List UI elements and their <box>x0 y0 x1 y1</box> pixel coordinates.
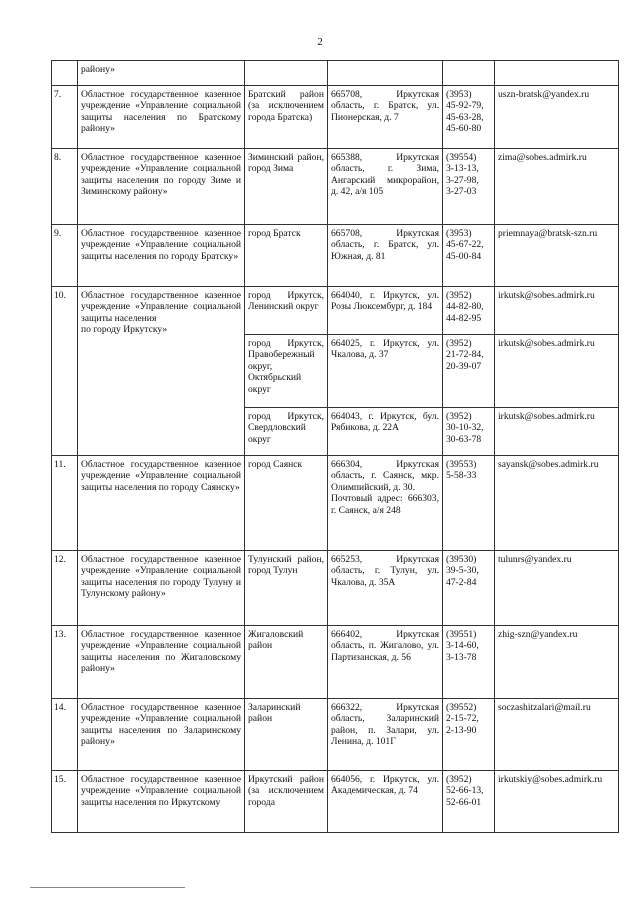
organization-name: Областное государственное казенное учреждение «Управление социальной защиты населения по городу Тулуну и Тулунскому району» <box>78 551 245 626</box>
district: Зиминский район, город Зима <box>245 149 328 225</box>
phone: (39551) 3-14-60, 3-13-78 <box>443 626 495 699</box>
district: Заларинский район <box>245 699 328 771</box>
district: город Иркутск, Правобережный округ, Октябрьский округ <box>245 335 328 408</box>
email: irkutsk@sobes.admirk.ru <box>495 287 619 335</box>
phone: (39552) 2-15-72, 2-13-90 <box>443 699 495 771</box>
email: irkutskiy@sobes.admirk.ru <box>495 771 619 833</box>
address: 666402, Иркутская область, п. Жигалово, ул. Партизанская, д. 56 <box>328 626 443 699</box>
phone: (3952) 52-66-13, 52-66-01 <box>443 771 495 833</box>
district: Братский район (за исключением города Братска) <box>245 86 328 149</box>
phone: (3952) 30-10-32, 30-63-78 <box>443 408 495 456</box>
email: irkutsk@sobes.admirk.ru <box>495 408 619 456</box>
row-number: 12. <box>52 551 78 626</box>
address: 665253, Иркутская область, г. Тулун, ул. Чкалова, д. 35А <box>328 551 443 626</box>
address: 665708, Иркутская область, г. Братск, ул. Южная, д. 81 <box>328 225 443 287</box>
district: город Иркутск, Свердловский округ <box>245 408 328 456</box>
organization-name: Областное государственное казенное учреждение «Управление социальной защиты населения по городу Саянску» <box>78 456 245 551</box>
institutions-table <box>51 60 619 833</box>
row-number: 13. <box>52 626 78 699</box>
district <box>245 61 328 86</box>
organization-name: Областное государственное казенное учреждение «Управление социальной защиты населения по Жигаловскому району» <box>78 626 245 699</box>
row-number: 9. <box>52 225 78 287</box>
address: 664056, г. Иркутск, ул. Академическая, д. 74 <box>328 771 443 833</box>
email: priemnaya@bratsk-szn.ru <box>495 225 619 287</box>
table-row <box>52 551 619 626</box>
table-row <box>52 149 619 225</box>
row-number: 14. <box>52 699 78 771</box>
table-row <box>52 699 619 771</box>
phone: (39530) 39-5-30, 47-2-84 <box>443 551 495 626</box>
address: 664043, г. Иркутск, бул. Рябикова, д. 22А <box>328 408 443 456</box>
row-number <box>52 61 78 86</box>
table-row <box>52 287 619 335</box>
district: город Братск <box>245 225 328 287</box>
table-row <box>52 771 619 833</box>
address: 664025, г. Иркутск, ул. Чкалова, д. 37 <box>328 335 443 408</box>
table-row <box>52 61 619 86</box>
row-number: 7. <box>52 86 78 149</box>
footnote-rule <box>30 887 185 888</box>
email: sayansk@sobes.admirk.ru <box>495 456 619 551</box>
phone: (3953) 45-92-79, 45-63-28, 45-60-80 <box>443 86 495 149</box>
table-row <box>52 456 619 551</box>
organization-name: району» <box>78 61 245 86</box>
row-number: 10. <box>52 287 78 456</box>
phone <box>443 61 495 86</box>
email: tulunrs@yandex.ru <box>495 551 619 626</box>
district: город Иркутск, Ленинский округ <box>245 287 328 335</box>
organization-name: Областное государственное казенное учреждение «Управление социальной защиты населения по Заларинскому району» <box>78 699 245 771</box>
organization-name: Областное государственное казенное учреждение «Управление социальной защиты населения по городу Братску» <box>78 225 245 287</box>
district: город Саянск <box>245 456 328 551</box>
district: Иркутский район (за исключением города <box>245 771 328 833</box>
organization-name: Областное государственное казенное учреждение «Управление социальной защиты населения по городу Иркутску» <box>78 287 245 456</box>
table-row <box>52 86 619 149</box>
email: uszn-bratsk@yandex.ru <box>495 86 619 149</box>
address: 664040, г. Иркутск, ул. Розы Люксембург, д. 184 <box>328 287 443 335</box>
phone: (39554) 3-13-13, 3-27-98, 3-27-03 <box>443 149 495 225</box>
row-number: 15. <box>52 771 78 833</box>
row-number: 11. <box>52 456 78 551</box>
table-row <box>52 626 619 699</box>
phone: (3952) 21-72-84, 20-39-07 <box>443 335 495 408</box>
district: Тулунский район, город Тулун <box>245 551 328 626</box>
phone: (3953) 45-67-22, 45-00-84 <box>443 225 495 287</box>
page-number: 2 <box>317 36 323 48</box>
phone: (3952) 44-82-80, 44-82-95 <box>443 287 495 335</box>
address: 665708, Иркутская область, г. Братск, ул. Пионерская, д. 7 <box>328 86 443 149</box>
organization-name: Областное государственное казенное учреждение «Управление социальной защиты населения по Иркутскому <box>78 771 245 833</box>
phone: (39553) 5-58-33 <box>443 456 495 551</box>
address <box>328 61 443 86</box>
district: Жигаловский район <box>245 626 328 699</box>
row-number: 8. <box>52 149 78 225</box>
organization-name: Областное государственное казенное учреждение «Управление социальной защиты населения по Братскому району» <box>78 86 245 149</box>
email <box>495 61 619 86</box>
address: 665388, Иркутская область, г. Зима, Ангарский микрорайон, д. 42, а/я 105 <box>328 149 443 225</box>
email: irkutsk@sobes.admirk.ru <box>495 335 619 408</box>
address: 666322, Иркутская область, Заларинский район, п. Залари, ул. Ленина, д. 101Г <box>328 699 443 771</box>
email: zima@sobes.admirk.ru <box>495 149 619 225</box>
table-row <box>52 225 619 287</box>
organization-name: Областное государственное казенное учреждение «Управление социальной защиты населения по городу Зиме и Зиминскому району» <box>78 149 245 225</box>
email: soczashitzalari@mail.ru <box>495 699 619 771</box>
email: zhig-szn@yandex.ru <box>495 626 619 699</box>
address: 666304, Иркутская область, г. Саянск, мкр. Олимпийский, д. 30. Почтовый адрес: 666303, г. Саянск, а/я 248 <box>328 456 443 551</box>
